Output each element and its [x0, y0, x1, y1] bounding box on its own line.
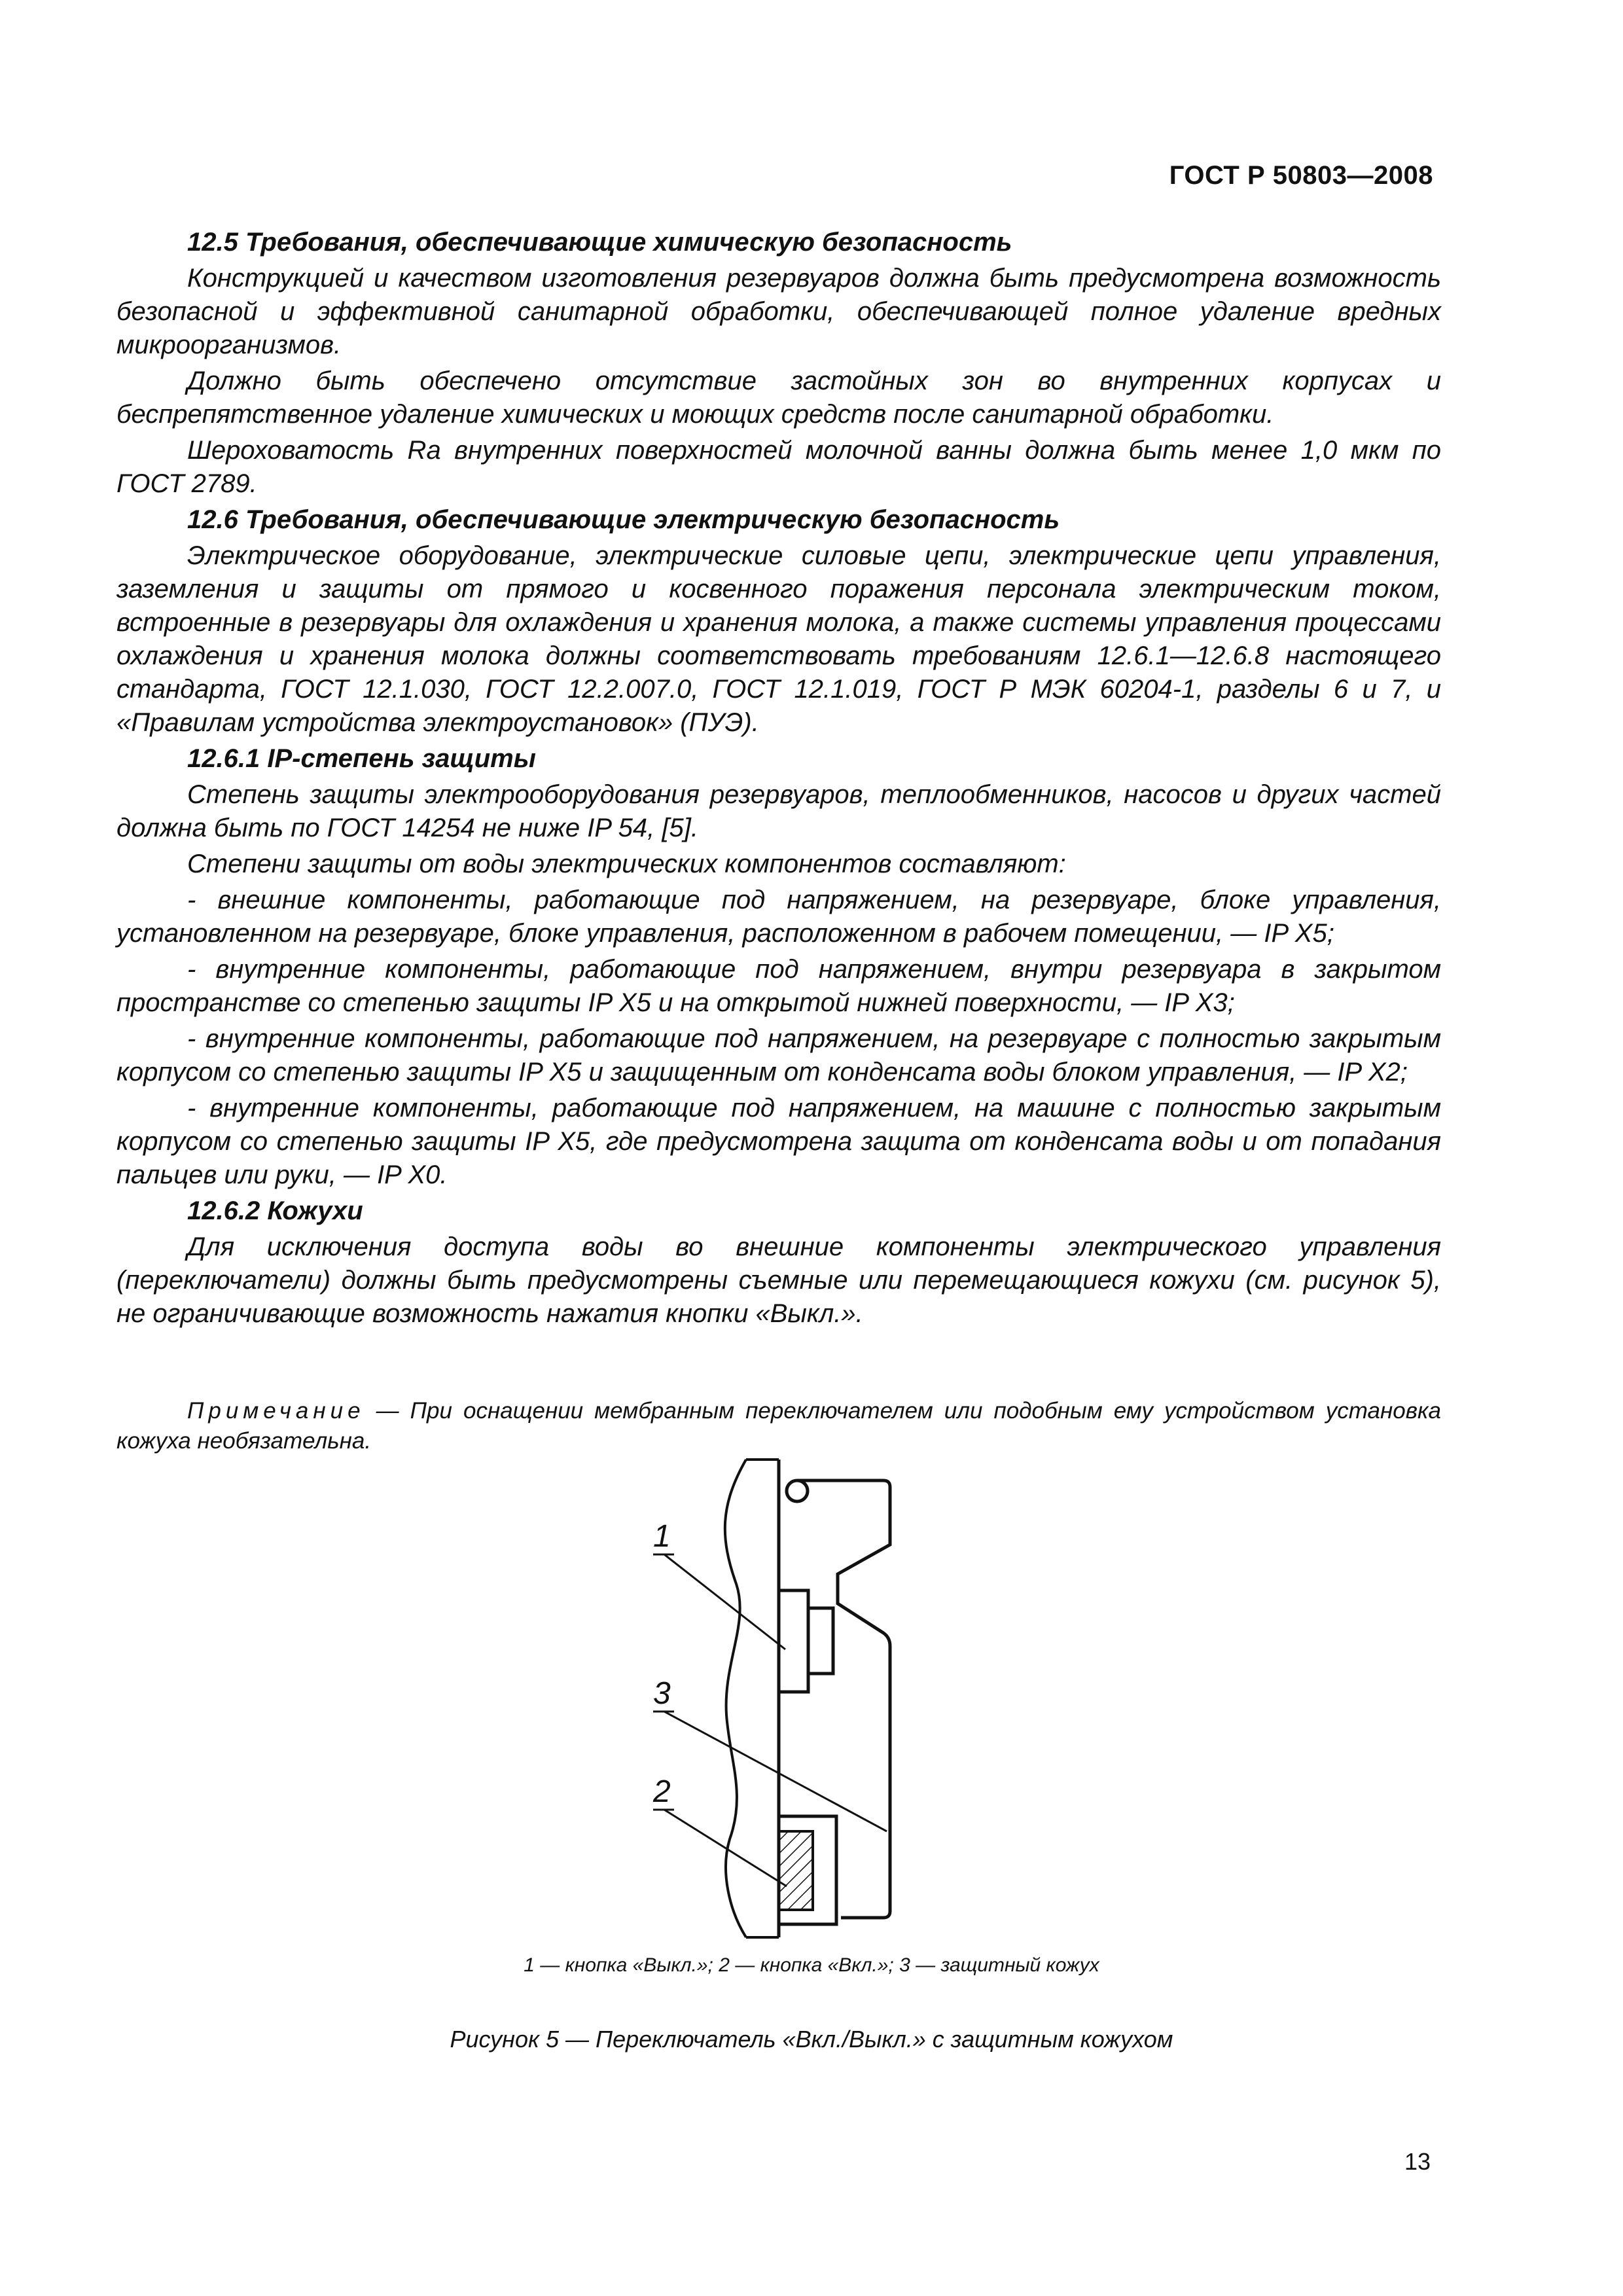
figure-caption: Рисунок 5 — Переключатель «Вкл./Выкл.» с защитным кожухом — [450, 2026, 1173, 2053]
off-button-cap — [808, 1608, 833, 1674]
note — [116, 1396, 1441, 1456]
section-12-6-heading: 12.6 Требования, обеспечивающие электрическую безопасность — [187, 505, 1060, 534]
body-text — [116, 226, 1441, 1333]
figure-legend: 1 — кнопка «Выкл.»; 2 — кнопка «Вкл.»; 3 — защитный кожух — [524, 1954, 1099, 1976]
section-12-6-1-heading: 12.6.1 IP-степень защиты — [187, 744, 536, 773]
section-12-6-1-paragraph-2: Степени защиты от воды электрических компонентов составляют: — [187, 850, 1066, 878]
figure-label-1: 1 — [653, 1519, 671, 1554]
list-item: - внешние компоненты, работающие под напряжением, на резервуаре, блоке управления, установленном на резервуаре, блоке управления, расположенном в рабочем помещении, — IP X5; — [116, 886, 1441, 948]
list-item: - внутренние компоненты, работающие под напряжением, на резервуаре с полностью закрытым корпусом со степенью защиты IP X5 и защищенным от конденсата воды блоком управления, — IP X2; — [116, 1024, 1441, 1086]
list-item: - внутренние компоненты, работающие под напряжением, внутри резервуара в закрытом пространстве со степенью защиты IP X5 и на открытой нижней поверхности, — IP X3; — [116, 955, 1441, 1017]
section-12-5-heading: 12.5 Требования, обеспечивающие химическую безопасность — [187, 228, 1012, 257]
document-code: ГОСТ Р 50803—2008 — [1169, 161, 1433, 190]
note-text: — При оснащении мембранным переключателем или подобным ему устройством установка кожуха необязательна. — [116, 1398, 1441, 1454]
leader-1 — [664, 1554, 785, 1649]
list-item: - внутренние компоненты, работающие под напряжением, на машине с полностью закрытым корпусом со степенью защиты IP X5, где предусмотрена защита от конденсата воды и от попадания пальцев или руки, — IP X0. — [116, 1094, 1441, 1189]
off-button-base — [779, 1590, 808, 1692]
section-12-6-2-heading: 12.6.2 Кожухи — [187, 1196, 363, 1225]
on-button — [779, 1831, 813, 1910]
hinge — [787, 1480, 808, 1501]
section-12-5-paragraph-3: Шероховатость Ra внутренних поверхностей молочной ванны должна быть менее 1,0 мкм по ГОСТ 2789. — [116, 436, 1441, 498]
note-label: Примечание — [187, 1398, 365, 1424]
panel-break-line — [725, 1460, 746, 1937]
section-12-6-1-paragraph-1: Степень защиты электрооборудования резервуаров, теплообменников, насосов и других частей должна быть по ГОСТ 14254 не ниже IP 54, [5]. — [116, 780, 1441, 842]
leader-3 — [664, 1712, 887, 1831]
section-12-6-paragraph-1: Электрическое оборудование, электрические силовые цепи, электрические цепи управления, заземления и защиты от прямого и косвенного поражения персонала электрическим током, встроенные в резервуары для охлаждения и хранения молока, а также системы управления процессами охлаждения и хранения молока должны соответствовать требованиям 12.6.1—12.6.8 настоящего стандарта, ГОСТ 12.1.030, ГОСТ 12.2.007.0, ГОСТ 12.1.019, ГОСТ Р МЭК 60204-1, разделы 6 и 7, и «Правилам устройства электроустановок» (ПУЭ). — [116, 541, 1441, 737]
figure-label-3: 3 — [653, 1676, 671, 1711]
section-12-6-2-paragraph-1: Для исключения доступа воды во внешние компоненты электрического управления (переключатели) должны быть предусмотрены съемные или перемещающиеся кожухи (см. рисунок 5), не ограничивающие возможность нажатия кнопки «Выкл.». — [116, 1232, 1441, 1328]
page-number: 13 — [1404, 2148, 1431, 2175]
figure-5 — [622, 1453, 897, 1950]
section-12-5-paragraph-1: Конструкцией и качеством изготовления резервуаров должна быть предусмотрена возможность безопасной и эффективной санитарной обработки, обеспечивающей полное удаление вредных микроорганизмов. — [116, 264, 1441, 359]
figure-label-2: 2 — [653, 1774, 671, 1809]
section-12-5-paragraph-2: Должно быть обеспечено отсутствие застойных зон во внутренних корпусах и беспрепятственное удаление химических и моющих средств после санитарной обработки. — [116, 367, 1441, 429]
